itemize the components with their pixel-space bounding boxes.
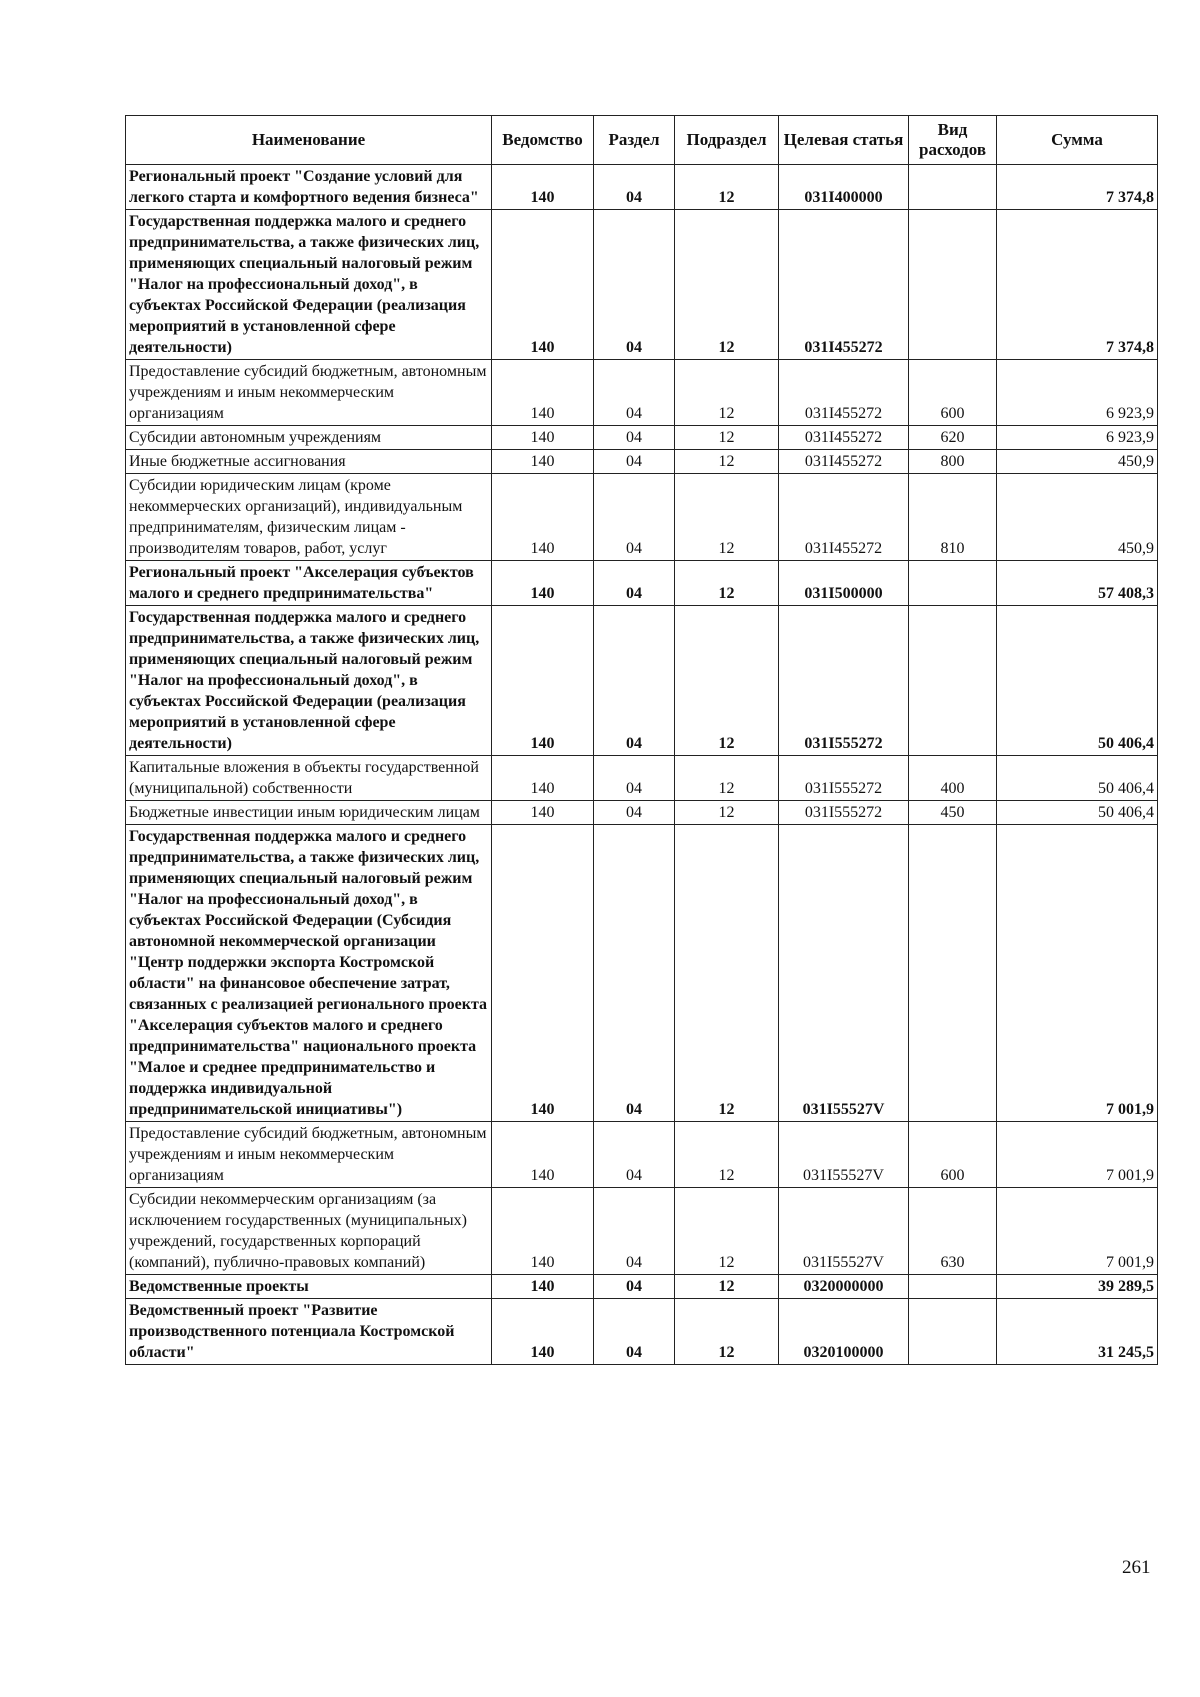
table-row (126, 426, 1158, 450)
cell-razdel: 04 (594, 474, 675, 561)
cell-summa: 50 406,4 (997, 801, 1158, 825)
cell-celevaya: 031I55527V (779, 1122, 909, 1188)
cell-celevaya: 031I555272 (779, 756, 909, 801)
cell-name: Региональный проект "Создание условий для легкого старта и комфортного ведения бизнеса" (126, 165, 492, 210)
cell-summa: 50 406,4 (997, 756, 1158, 801)
cell-razdel: 04 (594, 825, 675, 1122)
cell-vedomstvo: 140 (492, 426, 594, 450)
cell-summa: 7 001,9 (997, 1122, 1158, 1188)
cell-podrazdel: 12 (675, 606, 779, 756)
cell-vedomstvo: 140 (492, 606, 594, 756)
cell-vid (909, 606, 997, 756)
table-row (126, 606, 1158, 756)
cell-name: Капитальные вложения в объекты государственной (муниципальной) собственности (126, 756, 492, 801)
cell-name: Субсидии юридическим лицам (кроме некоммерческих организаций), индивидуальным предпринимателям, физическим лицам - производителям товаров, работ, услуг (126, 474, 492, 561)
table-row (126, 825, 1158, 1122)
cell-podrazdel: 12 (675, 1122, 779, 1188)
cell-celevaya: 031I455272 (779, 474, 909, 561)
cell-razdel: 04 (594, 360, 675, 426)
cell-vedomstvo: 140 (492, 360, 594, 426)
cell-podrazdel: 12 (675, 450, 779, 474)
cell-summa: 57 408,3 (997, 561, 1158, 606)
table-row (126, 801, 1158, 825)
cell-vid (909, 1275, 997, 1299)
cell-name: Субсидии автономным учреждениям (126, 426, 492, 450)
table-row (126, 1299, 1158, 1365)
cell-podrazdel: 12 (675, 210, 779, 360)
cell-summa: 31 245,5 (997, 1299, 1158, 1365)
cell-razdel: 04 (594, 606, 675, 756)
table-row (126, 360, 1158, 426)
cell-name: Иные бюджетные ассигнования (126, 450, 492, 474)
cell-name: Предоставление субсидий бюджетным, автономным учреждениям и иным некоммерческим организациям (126, 1122, 492, 1188)
cell-celevaya: 031I455272 (779, 210, 909, 360)
cell-summa: 7 374,8 (997, 210, 1158, 360)
cell-vid (909, 825, 997, 1122)
header-podrazdel: Подраздел (675, 116, 779, 165)
cell-razdel: 04 (594, 210, 675, 360)
cell-name: Ведомственный проект "Развитие производственного потенциала Костромской области" (126, 1299, 492, 1365)
cell-razdel: 04 (594, 756, 675, 801)
page-number: 261 (1122, 1557, 1151, 1578)
cell-summa: 7 001,9 (997, 825, 1158, 1122)
cell-summa: 50 406,4 (997, 606, 1158, 756)
cell-vid: 600 (909, 360, 997, 426)
table-row (126, 165, 1158, 210)
cell-vedomstvo: 140 (492, 1188, 594, 1275)
cell-summa: 450,9 (997, 450, 1158, 474)
cell-summa: 6 923,9 (997, 360, 1158, 426)
cell-vid (909, 1299, 997, 1365)
cell-name: Государственная поддержка малого и среднего предпринимательства, а также физических лиц, применяющих специальный налоговый режим "Налог на профессиональный доход", в субъектах Российской Федерации (реализация мероприятий в установленной сфере деятельности) (126, 210, 492, 360)
cell-summa: 7 001,9 (997, 1188, 1158, 1275)
table-row (126, 1122, 1158, 1188)
cell-vedomstvo: 140 (492, 1299, 594, 1365)
cell-celevaya: 031I455272 (779, 426, 909, 450)
table-row (126, 1275, 1158, 1299)
cell-podrazdel: 12 (675, 1275, 779, 1299)
cell-name: Государственная поддержка малого и среднего предпринимательства, а также физических лиц, применяющих специальный налоговый режим "Налог на профессиональный доход", в субъектах Российской Федерации (реализация мероприятий в установленной сфере деятельности) (126, 606, 492, 756)
cell-vid (909, 165, 997, 210)
cell-razdel: 04 (594, 165, 675, 210)
cell-razdel: 04 (594, 1299, 675, 1365)
cell-celevaya: 031I455272 (779, 450, 909, 474)
cell-vid: 600 (909, 1122, 997, 1188)
cell-celevaya: 031I555272 (779, 801, 909, 825)
table-row (126, 756, 1158, 801)
header-vid: Вид расходов (909, 116, 997, 165)
cell-celevaya: 031I55527V (779, 825, 909, 1122)
cell-podrazdel: 12 (675, 360, 779, 426)
cell-vedomstvo: 140 (492, 210, 594, 360)
cell-vedomstvo: 140 (492, 561, 594, 606)
cell-celevaya: 031I55527V (779, 1188, 909, 1275)
cell-summa: 7 374,8 (997, 165, 1158, 210)
cell-vedomstvo: 140 (492, 474, 594, 561)
cell-name: Региональный проект "Акселерация субъектов малого и среднего предпринимательства" (126, 561, 492, 606)
cell-razdel: 04 (594, 561, 675, 606)
cell-podrazdel: 12 (675, 825, 779, 1122)
cell-celevaya: 0320000000 (779, 1275, 909, 1299)
table-row (126, 561, 1158, 606)
cell-summa: 6 923,9 (997, 426, 1158, 450)
cell-name: Ведомственные проекты (126, 1275, 492, 1299)
cell-vedomstvo: 140 (492, 165, 594, 210)
header-razdel: Раздел (594, 116, 675, 165)
table-row (126, 450, 1158, 474)
cell-vedomstvo: 140 (492, 801, 594, 825)
cell-vid: 620 (909, 426, 997, 450)
cell-celevaya: 031I500000 (779, 561, 909, 606)
cell-podrazdel: 12 (675, 561, 779, 606)
table-header-row (126, 116, 1158, 165)
cell-vid: 450 (909, 801, 997, 825)
cell-vedomstvo: 140 (492, 825, 594, 1122)
cell-podrazdel: 12 (675, 1299, 779, 1365)
cell-razdel: 04 (594, 450, 675, 474)
cell-vid: 400 (909, 756, 997, 801)
header-vedomstvo: Ведомство (492, 116, 594, 165)
cell-name: Государственная поддержка малого и среднего предпринимательства, а также физических лиц, применяющих специальный налоговый режим "Налог на профессиональный доход", в субъектах Российской Федерации (Субсидия автономной некоммерческой организации "Центр поддержки экспорта Костромской области" на финансовое обеспечение затрат, связанных с реализацией регионального проекта "Акселерация субъектов малого и среднего предпринимательства" национального проекта "Малое и среднее предпринимательство и поддержка индивидуальной предпринимательской инициативы") (126, 825, 492, 1122)
table-body (126, 165, 1158, 1365)
cell-celevaya: 031I555272 (779, 606, 909, 756)
table-row (126, 474, 1158, 561)
cell-celevaya: 031I455272 (779, 360, 909, 426)
cell-celevaya: 031I400000 (779, 165, 909, 210)
cell-podrazdel: 12 (675, 1188, 779, 1275)
cell-vedomstvo: 140 (492, 1122, 594, 1188)
cell-podrazdel: 12 (675, 756, 779, 801)
cell-podrazdel: 12 (675, 474, 779, 561)
cell-vedomstvo: 140 (492, 1275, 594, 1299)
budget-table (125, 115, 1158, 1365)
cell-vid: 810 (909, 474, 997, 561)
cell-podrazdel: 12 (675, 165, 779, 210)
cell-podrazdel: 12 (675, 426, 779, 450)
cell-name: Субсидии некоммерческим организациям (за исключением государственных (муниципальных) учреждений, государственных корпораций (компаний), публично-правовых компаний) (126, 1188, 492, 1275)
cell-razdel: 04 (594, 1188, 675, 1275)
cell-vid: 630 (909, 1188, 997, 1275)
cell-name: Бюджетные инвестиции иным юридическим лицам (126, 801, 492, 825)
cell-vid (909, 561, 997, 606)
cell-podrazdel: 12 (675, 801, 779, 825)
cell-razdel: 04 (594, 1122, 675, 1188)
header-summa: Сумма (997, 116, 1158, 165)
cell-razdel: 04 (594, 801, 675, 825)
header-celevaya: Целевая статья (779, 116, 909, 165)
cell-celevaya: 0320100000 (779, 1299, 909, 1365)
cell-vedomstvo: 140 (492, 450, 594, 474)
table-row (126, 1188, 1158, 1275)
cell-vid: 800 (909, 450, 997, 474)
cell-razdel: 04 (594, 1275, 675, 1299)
cell-razdel: 04 (594, 426, 675, 450)
cell-summa: 39 289,5 (997, 1275, 1158, 1299)
header-name: Наименование (126, 116, 492, 165)
table-row (126, 210, 1158, 360)
cell-name: Предоставление субсидий бюджетным, автономным учреждениям и иным некоммерческим организациям (126, 360, 492, 426)
cell-vedomstvo: 140 (492, 756, 594, 801)
cell-vid (909, 210, 997, 360)
cell-summa: 450,9 (997, 474, 1158, 561)
